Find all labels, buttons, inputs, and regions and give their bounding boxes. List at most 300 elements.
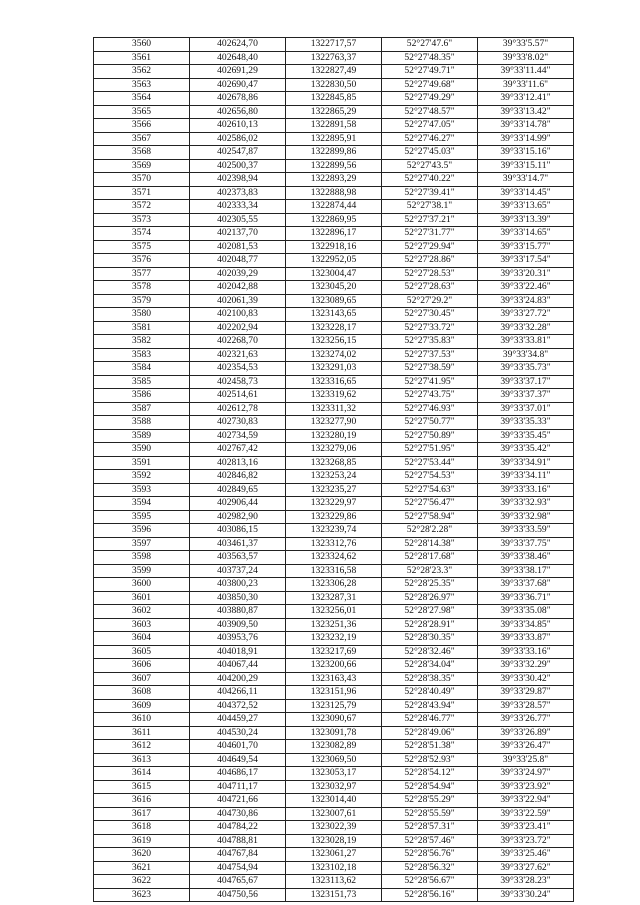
latitude-cell: 52°27'33.72" [382, 321, 478, 335]
longitude-cell: 39°33'34.11" [478, 470, 574, 484]
longitude-cell: 39°33'34.85" [478, 618, 574, 632]
y-coordinate-cell: 1323287,31 [286, 591, 382, 605]
x-coordinate-cell: 402500,37 [190, 159, 286, 173]
point-number-cell: 3596 [94, 524, 190, 538]
latitude-cell: 52°27'38.1" [382, 200, 478, 214]
longitude-cell: 39°33'13.65" [478, 200, 574, 214]
table-row [94, 699, 574, 713]
table-row [94, 537, 574, 551]
point-number-cell: 3599 [94, 564, 190, 578]
y-coordinate-cell: 1323274,02 [286, 348, 382, 362]
point-number-cell: 3600 [94, 578, 190, 592]
y-coordinate-cell: 1323125,79 [286, 699, 382, 713]
point-number-cell: 3613 [94, 753, 190, 767]
table-row [94, 335, 574, 349]
point-number-cell: 3622 [94, 875, 190, 889]
point-number-cell: 3598 [94, 551, 190, 565]
x-coordinate-cell: 404601,70 [190, 740, 286, 754]
longitude-cell: 39°33'37.17" [478, 375, 574, 389]
latitude-cell: 52°28'51.38" [382, 740, 478, 754]
y-coordinate-cell: 1323200,66 [286, 659, 382, 673]
longitude-cell: 39°33'11.6" [478, 78, 574, 92]
y-coordinate-cell: 1322845,85 [286, 92, 382, 106]
longitude-cell: 39°33'14.7" [478, 173, 574, 187]
x-coordinate-cell: 402547,87 [190, 146, 286, 160]
longitude-cell: 39°33'13.39" [478, 213, 574, 227]
point-number-cell: 3585 [94, 375, 190, 389]
y-coordinate-cell: 1323316,65 [286, 375, 382, 389]
table-row [94, 524, 574, 538]
x-coordinate-cell: 402849,65 [190, 483, 286, 497]
table-row [94, 794, 574, 808]
point-number-cell: 3621 [94, 861, 190, 875]
longitude-cell: 39°33'33.16" [478, 645, 574, 659]
x-coordinate-cell: 403909,50 [190, 618, 286, 632]
table-row [94, 213, 574, 227]
longitude-cell: 39°33'8.02" [478, 51, 574, 65]
y-coordinate-cell: 1323032,97 [286, 780, 382, 794]
point-number-cell: 3594 [94, 497, 190, 511]
longitude-cell: 39°33'15.77" [478, 240, 574, 254]
point-number-cell: 3608 [94, 686, 190, 700]
latitude-cell: 52°28'40.49" [382, 686, 478, 700]
x-coordinate-cell: 404784,22 [190, 821, 286, 835]
point-number-cell: 3577 [94, 267, 190, 281]
longitude-cell: 39°33'15.16" [478, 146, 574, 160]
longitude-cell: 39°33'20.31" [478, 267, 574, 281]
point-number-cell: 3610 [94, 713, 190, 727]
longitude-cell: 39°33'22.59" [478, 807, 574, 821]
table-row [94, 294, 574, 308]
longitude-cell: 39°33'13.42" [478, 105, 574, 119]
latitude-cell: 52°28'34.04" [382, 659, 478, 673]
x-coordinate-cell: 404730,86 [190, 807, 286, 821]
longitude-cell: 39°33'23.72" [478, 834, 574, 848]
x-coordinate-cell: 402398,94 [190, 173, 286, 187]
latitude-cell: 52°27'35.83" [382, 335, 478, 349]
point-number-cell: 3606 [94, 659, 190, 673]
longitude-cell: 39°33'11.44" [478, 65, 574, 79]
point-number-cell: 3586 [94, 389, 190, 403]
x-coordinate-cell: 402061,39 [190, 294, 286, 308]
table-row [94, 51, 574, 65]
point-number-cell: 3591 [94, 456, 190, 470]
longitude-cell: 39°33'35.42" [478, 443, 574, 457]
latitude-cell: 52°27'31.77" [382, 227, 478, 241]
latitude-cell: 52°27'49.71" [382, 65, 478, 79]
x-coordinate-cell: 402730,83 [190, 416, 286, 430]
latitude-cell: 52°28'56.67" [382, 875, 478, 889]
x-coordinate-cell: 402586,02 [190, 132, 286, 146]
latitude-cell: 52°27'51.95" [382, 443, 478, 457]
point-number-cell: 3612 [94, 740, 190, 754]
table-row [94, 105, 574, 119]
longitude-cell: 39°33'26.77" [478, 713, 574, 727]
point-number-cell: 3590 [94, 443, 190, 457]
point-number-cell: 3565 [94, 105, 190, 119]
table-row [94, 564, 574, 578]
latitude-cell: 52°27'48.35" [382, 51, 478, 65]
table-row [94, 416, 574, 430]
x-coordinate-cell: 404721,66 [190, 794, 286, 808]
point-number-cell: 3574 [94, 227, 190, 241]
y-coordinate-cell: 1323268,85 [286, 456, 382, 470]
longitude-cell: 39°33'29.87" [478, 686, 574, 700]
latitude-cell: 52°28'55.59" [382, 807, 478, 821]
point-number-cell: 3582 [94, 335, 190, 349]
latitude-cell: 52°28'57.46" [382, 834, 478, 848]
x-coordinate-cell: 402767,42 [190, 443, 286, 457]
table-row [94, 834, 574, 848]
latitude-cell: 52°27'56.47" [382, 497, 478, 511]
point-number-cell: 3572 [94, 200, 190, 214]
y-coordinate-cell: 1322893,29 [286, 173, 382, 187]
x-coordinate-cell: 404765,67 [190, 875, 286, 889]
x-coordinate-cell: 403563,57 [190, 551, 286, 565]
table-row [94, 470, 574, 484]
y-coordinate-cell: 1323279,06 [286, 443, 382, 457]
longitude-cell: 39°33'35.73" [478, 362, 574, 376]
y-coordinate-cell: 1322717,57 [286, 38, 382, 52]
point-number-cell: 3570 [94, 173, 190, 187]
point-number-cell: 3615 [94, 780, 190, 794]
latitude-cell: 52°28'43.94" [382, 699, 478, 713]
y-coordinate-cell: 1322896,17 [286, 227, 382, 241]
latitude-cell: 52°27'28.86" [382, 254, 478, 268]
table-row [94, 672, 574, 686]
table-row [94, 848, 574, 862]
latitude-cell: 52°27'54.63" [382, 483, 478, 497]
table-row [94, 132, 574, 146]
y-coordinate-cell: 1323253,24 [286, 470, 382, 484]
latitude-cell: 52°28'26.97" [382, 591, 478, 605]
latitude-cell: 52°28'17.68" [382, 551, 478, 565]
point-number-cell: 3595 [94, 510, 190, 524]
x-coordinate-cell: 402039,29 [190, 267, 286, 281]
x-coordinate-cell: 404754,94 [190, 861, 286, 875]
longitude-cell: 39°33'12.41" [478, 92, 574, 106]
point-number-cell: 3620 [94, 848, 190, 862]
latitude-cell: 52°28'30.35" [382, 632, 478, 646]
y-coordinate-cell: 1322888,98 [286, 186, 382, 200]
x-coordinate-cell: 403880,87 [190, 605, 286, 619]
x-coordinate-cell: 402982,90 [190, 510, 286, 524]
x-coordinate-cell: 402656,80 [190, 105, 286, 119]
x-coordinate-cell: 402846,82 [190, 470, 286, 484]
x-coordinate-cell: 402734,59 [190, 429, 286, 443]
longitude-cell: 39°33'32.98" [478, 510, 574, 524]
latitude-cell: 52°27'50.77" [382, 416, 478, 430]
x-coordinate-cell: 403953,76 [190, 632, 286, 646]
latitude-cell: 52°27'47.05" [382, 119, 478, 133]
table-row [94, 267, 574, 281]
table-row [94, 375, 574, 389]
y-coordinate-cell: 1322865,29 [286, 105, 382, 119]
point-number-cell: 3605 [94, 645, 190, 659]
longitude-cell: 39°33'30.42" [478, 672, 574, 686]
point-number-cell: 3575 [94, 240, 190, 254]
longitude-cell: 39°33'28.57" [478, 699, 574, 713]
latitude-cell: 52°27'48.57" [382, 105, 478, 119]
latitude-cell: 52°28'49.06" [382, 726, 478, 740]
table-row [94, 767, 574, 781]
y-coordinate-cell: 1323007,61 [286, 807, 382, 821]
y-coordinate-cell: 1322830,50 [286, 78, 382, 92]
table-row [94, 78, 574, 92]
longitude-cell: 39°33'5.57" [478, 38, 574, 52]
longitude-cell: 39°33'37.37" [478, 389, 574, 403]
x-coordinate-cell: 402333,34 [190, 200, 286, 214]
point-number-cell: 3576 [94, 254, 190, 268]
table-row [94, 875, 574, 889]
x-coordinate-cell: 404530,24 [190, 726, 286, 740]
x-coordinate-cell: 404767,84 [190, 848, 286, 862]
table-row [94, 321, 574, 335]
x-coordinate-cell: 402354,53 [190, 362, 286, 376]
point-number-cell: 3584 [94, 362, 190, 376]
table-row [94, 200, 574, 214]
point-number-cell: 3602 [94, 605, 190, 619]
longitude-cell: 39°33'37.75" [478, 537, 574, 551]
y-coordinate-cell: 1323069,50 [286, 753, 382, 767]
x-coordinate-cell: 402081,53 [190, 240, 286, 254]
x-coordinate-cell: 402514,61 [190, 389, 286, 403]
y-coordinate-cell: 1323256,01 [286, 605, 382, 619]
point-number-cell: 3568 [94, 146, 190, 160]
longitude-cell: 39°33'22.46" [478, 281, 574, 295]
latitude-cell: 52°28'54.12" [382, 767, 478, 781]
y-coordinate-cell: 1323280,19 [286, 429, 382, 443]
longitude-cell: 39°33'34.8" [478, 348, 574, 362]
y-coordinate-cell: 1323151,73 [286, 888, 382, 902]
point-number-cell: 3623 [94, 888, 190, 902]
x-coordinate-cell: 402610,13 [190, 119, 286, 133]
longitude-cell: 39°33'23.41" [478, 821, 574, 835]
latitude-cell: 52°27'49.29" [382, 92, 478, 106]
y-coordinate-cell: 1322899,86 [286, 146, 382, 160]
latitude-cell: 52°27'37.53" [382, 348, 478, 362]
point-number-cell: 3563 [94, 78, 190, 92]
latitude-cell: 52°27'53.44" [382, 456, 478, 470]
longitude-cell: 39°33'24.97" [478, 767, 574, 781]
latitude-cell: 52°28'27.98" [382, 605, 478, 619]
table-row [94, 618, 574, 632]
x-coordinate-cell: 402373,83 [190, 186, 286, 200]
latitude-cell: 52°27'37.21" [382, 213, 478, 227]
y-coordinate-cell: 1323053,17 [286, 767, 382, 781]
latitude-cell: 52°28'23.3" [382, 564, 478, 578]
point-number-cell: 3561 [94, 51, 190, 65]
table-row [94, 645, 574, 659]
x-coordinate-cell: 402305,55 [190, 213, 286, 227]
latitude-cell: 52°28'56.16" [382, 888, 478, 902]
latitude-cell: 52°28'38.35" [382, 672, 478, 686]
table-row [94, 713, 574, 727]
y-coordinate-cell: 1322918,16 [286, 240, 382, 254]
point-number-cell: 3571 [94, 186, 190, 200]
table-row [94, 119, 574, 133]
latitude-cell: 52°27'28.63" [382, 281, 478, 295]
table-row [94, 362, 574, 376]
x-coordinate-cell: 402042,88 [190, 281, 286, 295]
x-coordinate-cell: 402202,94 [190, 321, 286, 335]
x-coordinate-cell: 403086,15 [190, 524, 286, 538]
longitude-cell: 39°33'24.83" [478, 294, 574, 308]
point-number-cell: 3597 [94, 537, 190, 551]
point-number-cell: 3616 [94, 794, 190, 808]
table-row [94, 497, 574, 511]
table-row [94, 807, 574, 821]
y-coordinate-cell: 1323324,62 [286, 551, 382, 565]
point-number-cell: 3618 [94, 821, 190, 835]
point-number-cell: 3588 [94, 416, 190, 430]
y-coordinate-cell: 1323004,47 [286, 267, 382, 281]
longitude-cell: 39°33'37.68" [478, 578, 574, 592]
point-number-cell: 3562 [94, 65, 190, 79]
x-coordinate-cell: 404067,44 [190, 659, 286, 673]
point-number-cell: 3609 [94, 699, 190, 713]
coordinates-table [93, 37, 574, 902]
point-number-cell: 3583 [94, 348, 190, 362]
x-coordinate-cell: 404788,81 [190, 834, 286, 848]
longitude-cell: 39°33'37.01" [478, 402, 574, 416]
table-row [94, 753, 574, 767]
longitude-cell: 39°33'17.54" [478, 254, 574, 268]
point-number-cell: 3573 [94, 213, 190, 227]
longitude-cell: 39°33'26.89" [478, 726, 574, 740]
longitude-cell: 39°33'32.93" [478, 497, 574, 511]
latitude-cell: 52°27'46.27" [382, 132, 478, 146]
point-number-cell: 3580 [94, 308, 190, 322]
table-row [94, 861, 574, 875]
longitude-cell: 39°33'23.92" [478, 780, 574, 794]
x-coordinate-cell: 402678,86 [190, 92, 286, 106]
y-coordinate-cell: 1323277,90 [286, 416, 382, 430]
longitude-cell: 39°33'25.46" [478, 848, 574, 862]
point-number-cell: 3587 [94, 402, 190, 416]
latitude-cell: 52°27'29.2" [382, 294, 478, 308]
y-coordinate-cell: 1323306,28 [286, 578, 382, 592]
point-number-cell: 3607 [94, 672, 190, 686]
y-coordinate-cell: 1323217,69 [286, 645, 382, 659]
table-row [94, 888, 574, 902]
point-number-cell: 3567 [94, 132, 190, 146]
x-coordinate-cell: 402648,40 [190, 51, 286, 65]
longitude-cell: 39°33'33.87" [478, 632, 574, 646]
y-coordinate-cell: 1323089,65 [286, 294, 382, 308]
y-coordinate-cell: 1323163,43 [286, 672, 382, 686]
longitude-cell: 39°33'14.78" [478, 119, 574, 133]
y-coordinate-cell: 1323022,39 [286, 821, 382, 835]
table-row [94, 227, 574, 241]
y-coordinate-cell: 1322891,58 [286, 119, 382, 133]
latitude-cell: 52°27'43.5" [382, 159, 478, 173]
latitude-cell: 52°28'25.35" [382, 578, 478, 592]
longitude-cell: 39°33'14.65" [478, 227, 574, 241]
longitude-cell: 39°33'26.47" [478, 740, 574, 754]
longitude-cell: 39°33'15.11" [478, 159, 574, 173]
longitude-cell: 39°33'35.45" [478, 429, 574, 443]
table-row [94, 821, 574, 835]
longitude-cell: 39°33'27.62" [478, 861, 574, 875]
x-coordinate-cell: 404018,91 [190, 645, 286, 659]
x-coordinate-cell: 404372,52 [190, 699, 286, 713]
table-row [94, 389, 574, 403]
longitude-cell: 39°33'33.16" [478, 483, 574, 497]
latitude-cell: 52°27'47.6" [382, 38, 478, 52]
y-coordinate-cell: 1323143,65 [286, 308, 382, 322]
y-coordinate-cell: 1323090,67 [286, 713, 382, 727]
x-coordinate-cell: 404200,29 [190, 672, 286, 686]
point-number-cell: 3611 [94, 726, 190, 740]
longitude-cell: 39°33'38.17" [478, 564, 574, 578]
x-coordinate-cell: 402624,70 [190, 38, 286, 52]
x-coordinate-cell: 403850,30 [190, 591, 286, 605]
point-number-cell: 3579 [94, 294, 190, 308]
y-coordinate-cell: 1323232,19 [286, 632, 382, 646]
latitude-cell: 52°28'32.46" [382, 645, 478, 659]
table-row [94, 740, 574, 754]
table-row [94, 632, 574, 646]
latitude-cell: 52°27'40.22" [382, 173, 478, 187]
table-row [94, 443, 574, 457]
table-row [94, 254, 574, 268]
coordinates-table-body [94, 38, 574, 902]
y-coordinate-cell: 1322827,49 [286, 65, 382, 79]
point-number-cell: 3581 [94, 321, 190, 335]
y-coordinate-cell: 1323311,32 [286, 402, 382, 416]
table-row [94, 780, 574, 794]
y-coordinate-cell: 1323045,20 [286, 281, 382, 295]
x-coordinate-cell: 404649,54 [190, 753, 286, 767]
y-coordinate-cell: 1322874,44 [286, 200, 382, 214]
y-coordinate-cell: 1323239,74 [286, 524, 382, 538]
x-coordinate-cell: 402691,29 [190, 65, 286, 79]
y-coordinate-cell: 1323151,96 [286, 686, 382, 700]
y-coordinate-cell: 1323228,17 [286, 321, 382, 335]
longitude-cell: 39°33'38.46" [478, 551, 574, 565]
y-coordinate-cell: 1323061,27 [286, 848, 382, 862]
y-coordinate-cell: 1323235,27 [286, 483, 382, 497]
longitude-cell: 39°33'25.8" [478, 753, 574, 767]
table-row [94, 348, 574, 362]
table-row [94, 146, 574, 160]
x-coordinate-cell: 403737,24 [190, 564, 286, 578]
table-row [94, 659, 574, 673]
latitude-cell: 52°27'46.93" [382, 402, 478, 416]
y-coordinate-cell: 1323229,86 [286, 510, 382, 524]
y-coordinate-cell: 1322952,05 [286, 254, 382, 268]
x-coordinate-cell: 403800,23 [190, 578, 286, 592]
point-number-cell: 3589 [94, 429, 190, 443]
y-coordinate-cell: 1322763,37 [286, 51, 382, 65]
latitude-cell: 52°28'28.91" [382, 618, 478, 632]
latitude-cell: 52°28'52.93" [382, 753, 478, 767]
table-row [94, 173, 574, 187]
latitude-cell: 52°27'54.53" [382, 470, 478, 484]
table-row [94, 726, 574, 740]
x-coordinate-cell: 402100,83 [190, 308, 286, 322]
x-coordinate-cell: 404711,17 [190, 780, 286, 794]
x-coordinate-cell: 402458,73 [190, 375, 286, 389]
table-row [94, 186, 574, 200]
latitude-cell: 52°27'39.41" [382, 186, 478, 200]
longitude-cell: 39°33'32.28" [478, 321, 574, 335]
table-row [94, 240, 574, 254]
longitude-cell: 39°33'14.45" [478, 186, 574, 200]
x-coordinate-cell: 402321,63 [190, 348, 286, 362]
point-number-cell: 3604 [94, 632, 190, 646]
